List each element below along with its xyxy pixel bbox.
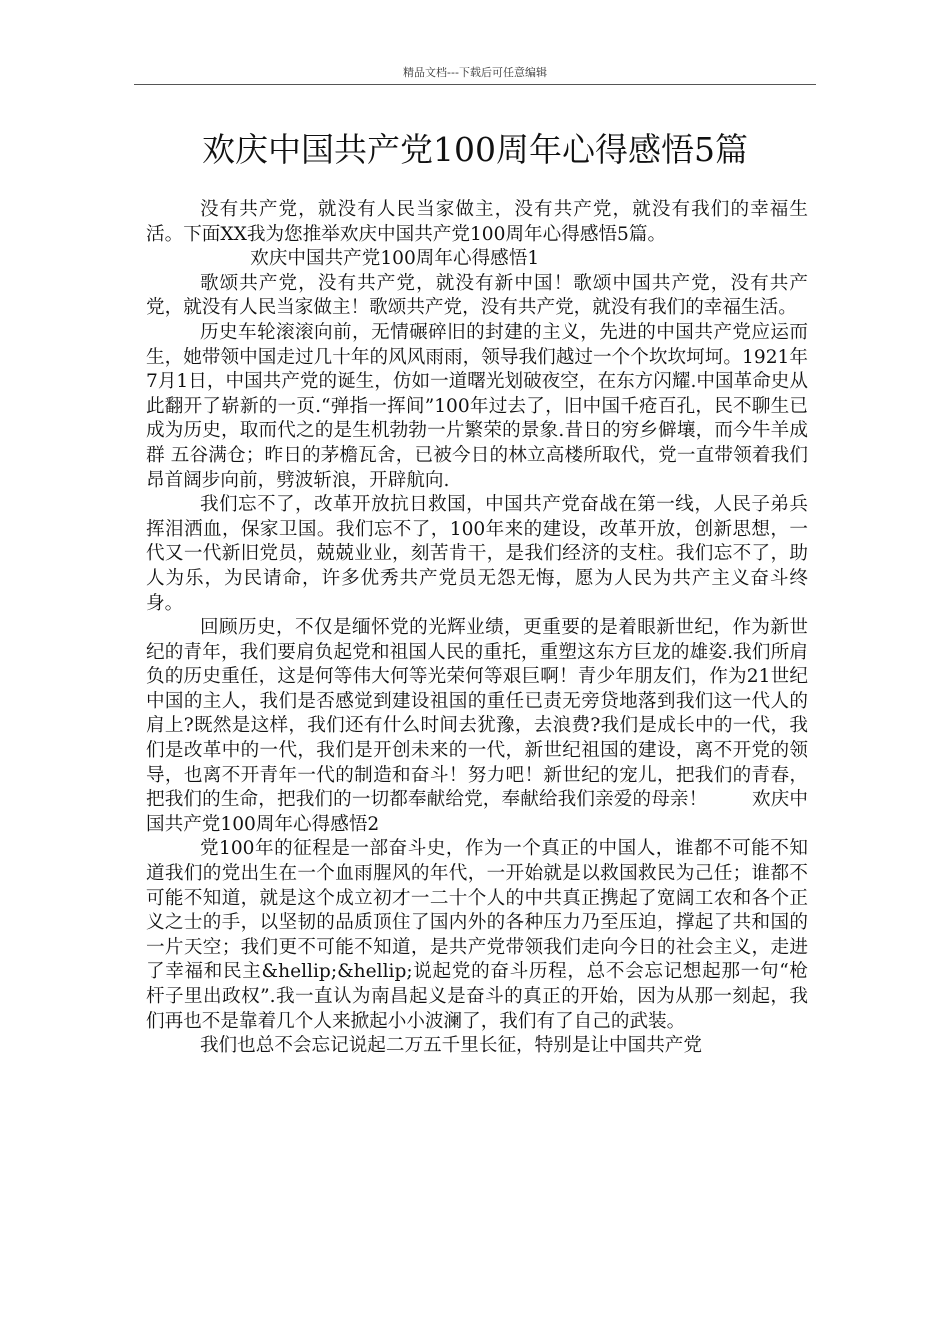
header-divider [134,84,816,85]
paragraph-4 [146,616,808,837]
header-note: 精品文档---下载后可任意编辑 [403,66,547,79]
paragraph-3: 我们忘不了，改革开放抗日救国，中国共产党奋战在第一线，人民子弟兵挥泪洒血，保家卫国。我们忘不了，100年来的建设，改革开放，创新思想，一代又一代新旧党员，兢兢业业，刻苦肯干，是我们经济的支柱。我们忘不了，助人为乐，为民请命，许多优秀共产党员无怨无悔，愿为人民为共产主义奋斗终身。 [146,494,808,614]
document-body [146,198,808,1059]
paragraph-2: 历史车轮滚滚向前，无情碾碎旧的封建的主义，先进的中国共产党应运而生，她带领中国走过几十年的风风雨雨，领导我们越过一个个坎坎坷坷。1921年7月1日，中国共产党的诞生，仿如一道曙光划破夜空，在东方闪耀.中国革命史从此翻开了崭新的一页.“弹指一挥间”100年过去了，旧中国千疮百孔，民不聊生已成为历史，取而代之的是生机勃勃一片繁荣的景象.昔日的穷乡僻壤，而今牛羊成群 五谷满仓；昨日的茅檐瓦舍，已被今日的林立高楼所取代，党一直带领着我们昂首阔步向前，劈波斩浪，开辟航向. [146,321,808,491]
document-title: 欢庆中国共产党100周年心得感悟5篇 [202,130,748,169]
section-title-2: 欢庆中国共产党100周年心得感悟2 [146,789,808,835]
paragraph-1: 歌颂共产党，没有共产党，就没有新中国！歌颂中国共产党，没有共产党，就没有人民当家做主！歌颂共产党，没有共产党，就没有我们的幸福生活。 [146,272,808,319]
paragraph-5: 党100年的征程是一部奋斗史，作为一个真正的中国人，谁都不可能不知道我们的党出生在一个血雨腥风的年代，一开始就是以救国救民为己任；谁都不可能不知道，就是这个成立初才一二十个人的中共真正携起了宽阔工农和各个正义之士的手，以坚韧的品质顶住了国内外的各种压力乃至压迫，撑起了共和国的一片天空；我们更不可能不知道，是共产党带领我们走向今日的社会主义，走进了幸福和民主&hellip;&hellip;说起党的奋斗历程，总不会忘记想起那一句“枪杆子里出政权”.我一直认为南昌起义是奋斗的真正的开始，因为从那一刻起，我们再也不是靠着几个人来掀起小小波澜了，我们有了自己的武装。 [146,838,808,1032]
paragraph-4-text: 回顾历史，不仅是缅怀党的光辉业绩，更重要的是着眼新世纪，作为新世纪的青年，我们要肩负起党和祖国人民的重托，重塑这东方巨龙的雄姿.我们所肩负的历史重任，这是何等伟大何等光荣何等艰巨啊！青少年朋友们，作为21世纪中国的主人，我们是否感觉到建设祖国的重任已责无旁贷地落到我们这一代人的肩上?既然是这样，我们还有什么时间去犹豫，去浪费?我们是成长中的一代，我们是改革中的一代，我们是开创未来的一代，新世纪祖国的建设，离不开党的领导，也离不开青年一代的制造和奋斗！努力吧！新世纪的宠儿，把我们的青春，把我们的生命，把我们的一切都奉献给党，奉献给我们亲爱的母亲！ [146,617,808,811]
intro-paragraph: 没有共产党，就没有人民当家做主，没有共产党，就没有我们的幸福生活。下面XX我为您推举欢庆中国共产党100周年心得感悟5篇。 [146,199,808,245]
paragraph-6: 我们也总不会忘记说起二万五千里长征，特别是让中国共产党 [199,1035,702,1057]
section-title-1: 欢庆中国共产党100周年心得感悟1 [250,248,540,270]
